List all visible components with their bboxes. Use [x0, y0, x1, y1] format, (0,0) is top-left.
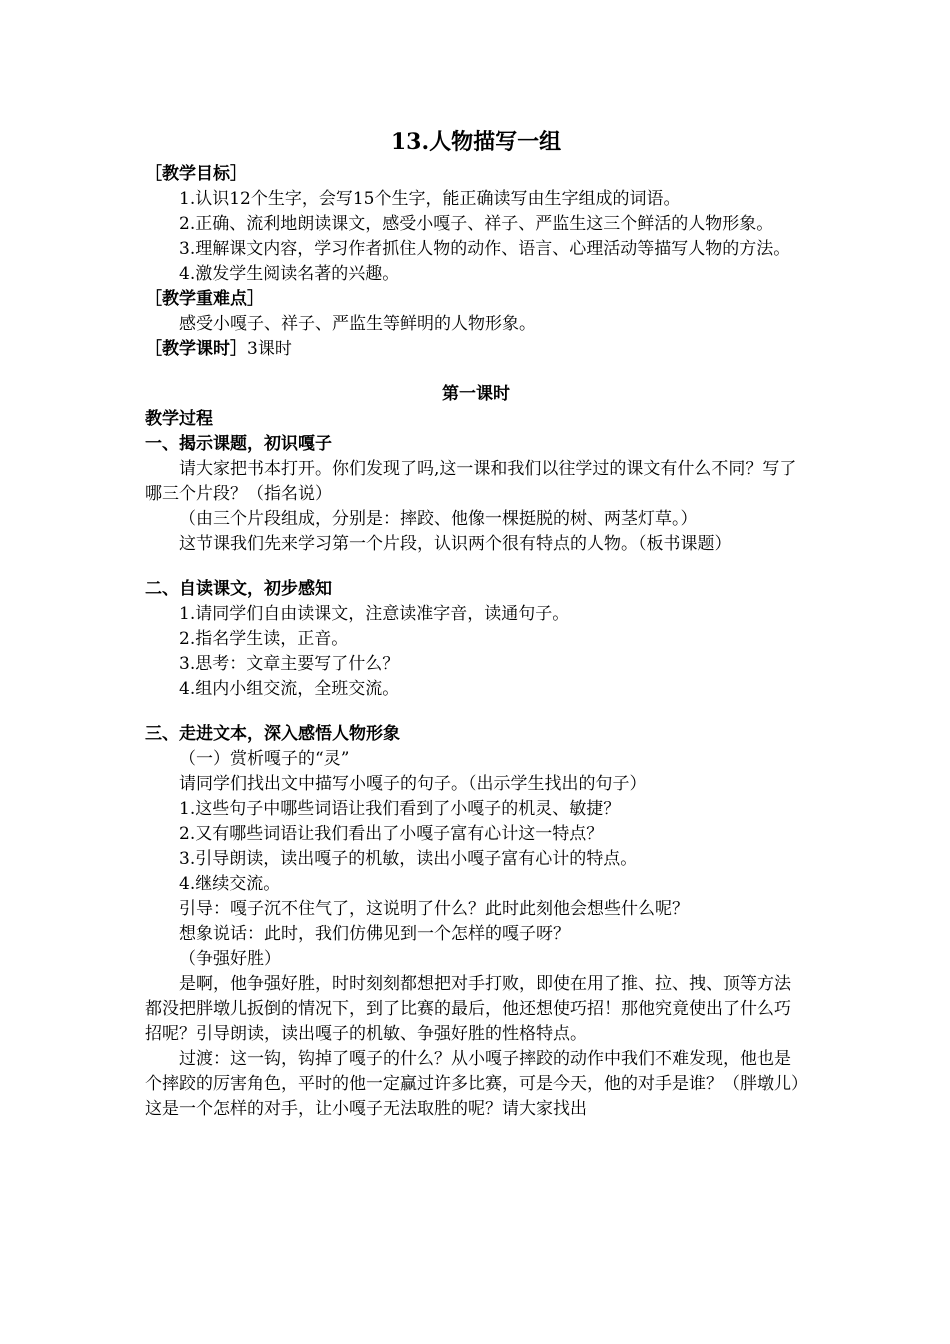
section2-item: 2.指名学生读，正音。 — [179, 629, 349, 649]
keypoints-heading: ［教学重难点］ — [145, 289, 264, 309]
section2-item: 3.思考：文章主要写了什么？ — [179, 654, 400, 674]
section3-item: 2.又有哪些词语让我们看出了小嘎子富有心计这一特点？ — [179, 824, 604, 844]
section3-paragraph: （争强好胜） — [179, 949, 281, 969]
section2-item: 1.请同学们自由读课文，注意读准字音，读通句子。 — [179, 604, 570, 624]
objective-item: 2.正确、流利地朗读课文，感受小嘎子、祥子、严监生这三个鲜活的人物形象。 — [179, 214, 774, 234]
objective-item: 3.理解课文内容，学习作者抓住人物的动作、语言、心理活动等描写人物的方法。 — [179, 239, 791, 259]
section3-item: 3.引导朗读，读出嘎子的机敏，读出小嘎子富有心计的特点。 — [179, 849, 638, 869]
section3-paragraph: 过渡：这一钩，钩掉了嘎子的什么？从小嘎子摔跤的动作中我们不难发现，他也是个摔跤的厉害角色，平时的他一定赢过许多比赛，可是今天，他的对手是谁？（胖墩儿）这是一个怎样的对手，让小嘎子无法取胜的呢？请大家找出 — [145, 1049, 800, 1119]
hours-heading: ［教学课时］ — [145, 339, 247, 359]
section3-item: 1.这些句子中哪些词语让我们看到了小嘎子的机灵、敏捷？ — [179, 799, 621, 819]
section1-paragraph: （由三个片段组成，分别是：摔跤、他像一棵挺脱的树、两茎灯草。） — [179, 509, 698, 529]
section3-heading: 三、走进文本，深入感悟人物形象 — [145, 724, 400, 744]
section2-heading: 二、自读课文，初步感知 — [145, 579, 332, 599]
hours-line — [145, 337, 807, 362]
keypoints-text: 感受小嘎子、祥子、严监生等鲜明的人物形象。 — [179, 314, 536, 334]
section2-item: 4.组内小组交流，全班交流。 — [179, 679, 400, 699]
section3-paragraph: 请同学们找出文中描写小嘎子的句子。（出示学生找出的句子） — [179, 774, 647, 794]
document-content — [145, 126, 807, 1122]
section3-subheading: （一）赏析嘎子的“灵” — [179, 749, 350, 769]
process-heading: 教学过程 — [145, 409, 213, 429]
section3-paragraph: 是啊，他争强好胜，时时刻刻都想把对手打败，即使在用了推、拉、拽、顶等方法都没把胖墩儿扳倒的情况下，到了比赛的最后，他还想使巧招！那他究竟使出了什么巧招呢？引导朗读，读出嘎子的机敏、争强好胜的性格特点。 — [145, 974, 791, 1044]
section1-heading: 一、揭示课题，初识嘎子 — [145, 434, 332, 454]
page-title: 13.人物描写一组 — [390, 129, 562, 155]
objectives-heading: ［教学目标］ — [145, 164, 247, 184]
objective-item: 4.激发学生阅读名著的兴趣。 — [179, 264, 400, 284]
lesson-title: 第一课时 — [442, 384, 510, 404]
section3-paragraph: 引导：嘎子沉不住气了，这说明了什么？此时此刻他会想些什么呢？ — [179, 899, 689, 919]
section3-paragraph: 想象说话：此时，我们仿佛见到一个怎样的嘎子呀？ — [179, 924, 570, 944]
section3-item: 4.继续交流。 — [179, 874, 281, 894]
section1-paragraph: 这节课我们先来学习第一个片段，认识两个很有特点的人物。（板书课题） — [179, 534, 732, 554]
objective-item: 1.认识12个生字，会写15个生字，能正确读写由生字组成的词语。 — [179, 189, 681, 209]
hours-text: 3课时 — [247, 339, 292, 359]
section1-paragraph: 请大家把书本打开。你们发现了吗,这一课和我们以往学过的课文有什么不同？写了哪三个片段？（指名说） — [145, 459, 797, 504]
